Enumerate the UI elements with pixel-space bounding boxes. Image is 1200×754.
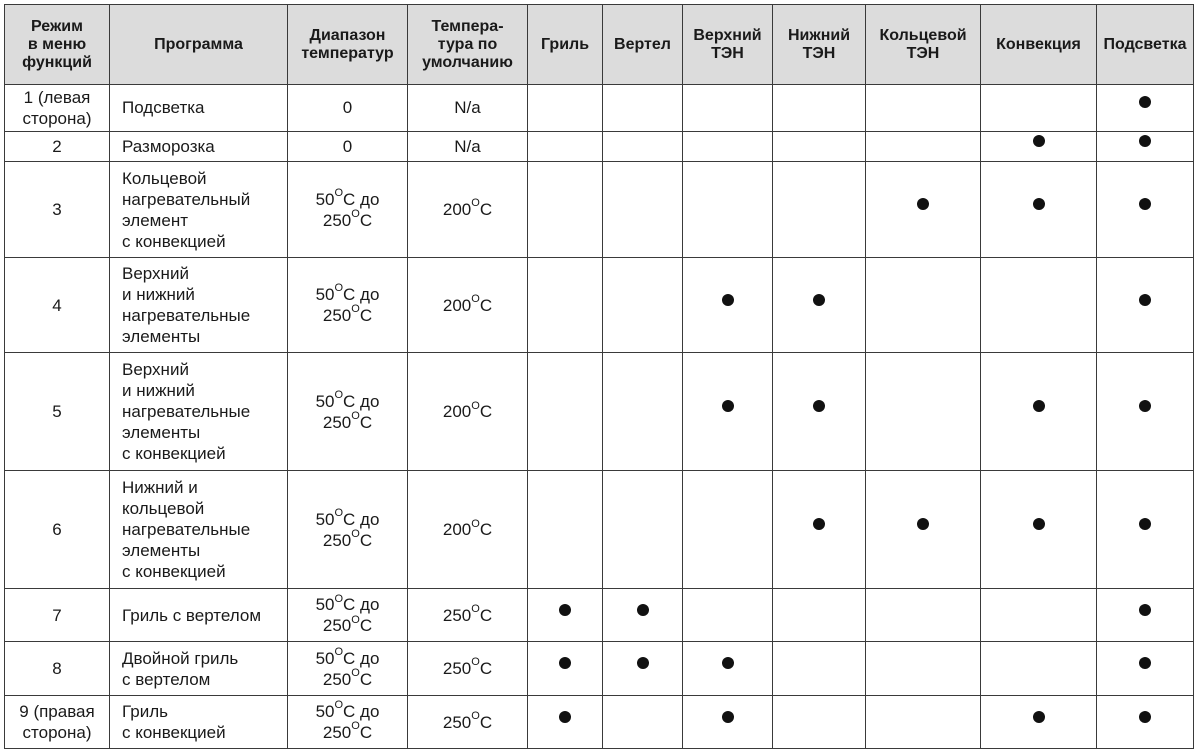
bottom-heater-cell [773,257,866,353]
range-from: 50 [315,391,335,411]
ring-heater-cell [866,471,981,589]
program-cell: Гриль с вертелом [110,589,288,642]
temperature-range-cell [288,642,408,696]
default-unit: C [479,200,493,220]
convection-cell [981,589,1097,642]
convection-cell [981,131,1097,162]
table-row [5,589,1194,642]
mode-cell: 6 [5,471,110,589]
table-body [5,85,1194,749]
active-dot-icon [637,604,649,616]
default-temperature-cell [408,642,528,696]
program-cell: Двойной гриль с вертелом [110,642,288,696]
convection-cell [981,257,1097,353]
active-dot-icon [1139,604,1151,616]
header-rotisserie: Вертел [603,5,683,85]
default-unit: C [479,659,493,679]
mode-cell: 4 [5,257,110,353]
bottom-heater-cell [773,353,866,471]
temperature-range-cell [288,353,408,471]
ring-heater-cell [866,162,981,258]
range-from: 50 [315,509,335,529]
default-unit: C [479,402,493,422]
ring-heater-cell [866,257,981,353]
grill-cell [528,85,603,132]
degree-symbol: O [471,197,480,210]
table-row [5,696,1194,749]
oven-modes-table [4,4,1194,749]
top-heater-cell [683,162,773,258]
range-from: 50 [315,285,335,305]
light-cell [1097,131,1194,162]
temperature-range-cell [288,471,408,589]
light-cell [1097,471,1194,589]
range-unit: C [343,595,356,615]
range-unit: C [359,210,373,230]
ring-heater-cell [866,85,981,132]
ring-heater-cell [866,353,981,471]
rotisserie-cell [603,85,683,132]
range-unit: C [359,530,373,550]
bottom-heater-cell [773,696,866,749]
header-program: Программа [110,5,288,85]
mode-cell: 7 [5,589,110,642]
default-unit: C [479,712,493,732]
degree-symbol: O [334,645,344,658]
light-cell [1097,257,1194,353]
default-value: 250 [442,605,472,625]
range-unit: C [359,306,373,326]
program-cell: Кольцевой нагревательный элемент с конвекцией [110,162,288,258]
header-grill: Гриль [528,5,603,85]
top-heater-cell [683,353,773,471]
default-unit: C [479,605,493,625]
table-row [5,131,1194,162]
degree-symbol: O [351,666,360,679]
default-temperature-cell [408,257,528,353]
bottom-heater-cell [773,85,866,132]
convection-cell [981,642,1097,696]
active-dot-icon [1139,294,1151,306]
mode-cell: 9 (правая сторона) [5,696,110,749]
active-dot-icon [722,657,734,669]
header-light: Подсветка [1097,5,1194,85]
default-value: 200 [442,200,472,220]
degree-symbol: O [334,186,344,199]
ring-heater-cell [866,131,981,162]
light-cell [1097,85,1194,132]
temperature-range-cell [288,589,408,642]
program-cell: Верхний и нижний нагревательные элементы [110,257,288,353]
convection-cell [981,696,1097,749]
range-unit: C [343,702,356,722]
light-cell [1097,162,1194,258]
active-dot-icon [917,198,929,210]
header-top-heater: Верхний ТЭН [683,5,773,85]
table-row [5,85,1194,132]
range-separator: до [355,285,380,305]
degree-symbol: O [351,410,360,423]
degree-symbol: O [351,720,360,733]
grill-cell [528,642,603,696]
active-dot-icon [1139,657,1151,669]
rotisserie-cell [603,696,683,749]
degree-symbol: O [351,613,360,626]
header-ring-heater: Кольцевой ТЭН [866,5,981,85]
grill-cell [528,353,603,471]
rotisserie-cell [603,589,683,642]
program-cell: Верхний и нижний нагревательные элементы с конвекцией [110,353,288,471]
table-row [5,162,1194,258]
range-to: 250 [322,530,352,550]
range-to: 250 [322,616,352,636]
active-dot-icon [637,657,649,669]
degree-symbol: O [334,699,344,712]
degree-symbol: O [471,603,480,616]
default-temperature-cell [408,471,528,589]
temperature-range-cell: 0 [288,131,408,162]
degree-symbol: O [334,507,344,520]
active-dot-icon [1139,135,1151,147]
range-separator: до [355,189,380,209]
default-temperature-cell [408,162,528,258]
default-temperature-cell [408,353,528,471]
active-dot-icon [559,657,571,669]
default-value: 250 [442,659,472,679]
top-heater-cell [683,642,773,696]
active-dot-icon [722,400,734,412]
convection-cell [981,353,1097,471]
active-dot-icon [722,711,734,723]
rotisserie-cell [603,353,683,471]
active-dot-icon [1139,96,1151,108]
bottom-heater-cell [773,162,866,258]
range-unit: C [359,412,373,432]
rotisserie-cell [603,131,683,162]
active-dot-icon [1033,135,1045,147]
default-unit: C [479,295,493,315]
range-separator: до [355,595,380,615]
header-row [5,5,1194,85]
top-heater-cell [683,131,773,162]
rotisserie-cell [603,471,683,589]
temperature-range-cell [288,162,408,258]
ring-heater-cell [866,696,981,749]
temperature-range-cell: 0 [288,85,408,132]
light-cell [1097,696,1194,749]
temperature-range-cell [288,696,408,749]
bottom-heater-cell [773,131,866,162]
grill-cell [528,257,603,353]
ring-heater-cell [866,589,981,642]
active-dot-icon [1139,711,1151,723]
default-value: 250 [442,712,472,732]
ring-heater-cell [866,642,981,696]
grill-cell [528,131,603,162]
bottom-heater-cell [773,589,866,642]
mode-cell: 8 [5,642,110,696]
range-to: 250 [322,210,352,230]
active-dot-icon [813,518,825,530]
default-unit: C [479,520,493,540]
active-dot-icon [813,294,825,306]
convection-cell [981,85,1097,132]
degree-symbol: O [334,592,344,605]
degree-symbol: O [351,207,360,220]
default-temperature-cell: N/a [408,131,528,162]
convection-cell [981,162,1097,258]
default-temperature-cell: N/a [408,85,528,132]
range-unit: C [343,509,356,529]
active-dot-icon [1033,400,1045,412]
table-row [5,257,1194,353]
active-dot-icon [1033,711,1045,723]
table-row [5,353,1194,471]
top-heater-cell [683,471,773,589]
range-unit: C [343,391,356,411]
range-separator: до [355,509,380,529]
active-dot-icon [1139,400,1151,412]
default-temperature-cell [408,696,528,749]
light-cell [1097,589,1194,642]
program-cell: Нижний и кольцевой нагревательные элементы с конвекцией [110,471,288,589]
degree-symbol: O [471,292,480,305]
top-heater-cell [683,257,773,353]
active-dot-icon [1033,198,1045,210]
mode-cell: 2 [5,131,110,162]
mode-cell: 3 [5,162,110,258]
range-unit: C [343,285,356,305]
rotisserie-cell [603,162,683,258]
program-cell: Гриль с конвекцией [110,696,288,749]
light-cell [1097,353,1194,471]
range-from: 50 [315,702,335,722]
range-to: 250 [322,669,352,689]
grill-cell [528,471,603,589]
degree-symbol: O [471,517,480,530]
active-dot-icon [722,294,734,306]
grill-cell [528,589,603,642]
rotisserie-cell [603,642,683,696]
table-row [5,471,1194,589]
degree-symbol: O [334,389,344,402]
degree-symbol: O [334,282,344,295]
temperature-range-cell [288,257,408,353]
top-heater-cell [683,696,773,749]
degree-symbol: O [351,303,360,316]
header-default-temperature: Темпера- тура по умолчанию [408,5,528,85]
range-to: 250 [322,723,352,743]
active-dot-icon [559,604,571,616]
rotisserie-cell [603,257,683,353]
table-header [5,5,1194,85]
header-temperature-range: Диапазон температур [288,5,408,85]
range-unit: C [359,669,373,689]
active-dot-icon [559,711,571,723]
range-from: 50 [315,595,335,615]
degree-symbol: O [351,528,360,541]
range-separator: до [355,648,380,668]
default-value: 200 [442,295,472,315]
degree-symbol: O [471,399,480,412]
convection-cell [981,471,1097,589]
range-to: 250 [322,306,352,326]
mode-cell: 5 [5,353,110,471]
range-separator: до [355,702,380,722]
header-bottom-heater: Нижний ТЭН [773,5,866,85]
range-unit: C [359,616,373,636]
program-cell: Подсветка [110,85,288,132]
range-separator: до [355,391,380,411]
range-from: 50 [315,648,335,668]
active-dot-icon [1139,198,1151,210]
range-to: 250 [322,412,352,432]
bottom-heater-cell [773,642,866,696]
top-heater-cell [683,85,773,132]
active-dot-icon [1139,518,1151,530]
degree-symbol: O [471,709,480,722]
bottom-heater-cell [773,471,866,589]
default-value: 200 [442,402,472,422]
program-cell: Разморозка [110,131,288,162]
active-dot-icon [813,400,825,412]
default-temperature-cell [408,589,528,642]
table-row [5,642,1194,696]
active-dot-icon [917,518,929,530]
degree-symbol: O [471,656,480,669]
mode-cell: 1 (левая сторона) [5,85,110,132]
range-unit: C [343,648,356,668]
range-unit: C [359,723,373,743]
top-heater-cell [683,589,773,642]
active-dot-icon [1033,518,1045,530]
range-from: 50 [315,189,335,209]
grill-cell [528,696,603,749]
default-value: 200 [442,520,472,540]
header-convection: Конвекция [981,5,1097,85]
range-unit: C [343,189,356,209]
header-mode: Режим в меню функций [5,5,110,85]
grill-cell [528,162,603,258]
light-cell [1097,642,1194,696]
